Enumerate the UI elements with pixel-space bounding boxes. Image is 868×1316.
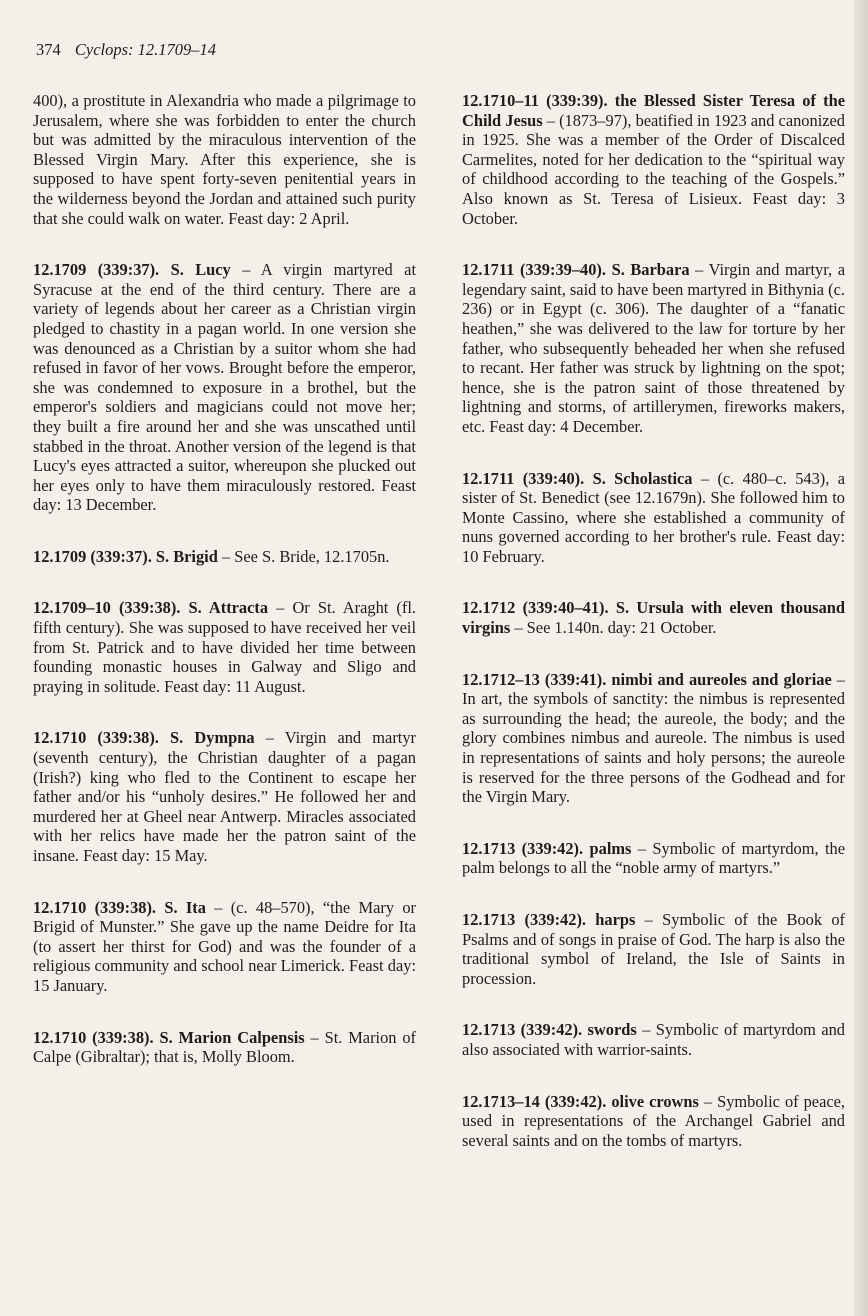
note-entry bbox=[462, 91, 845, 228]
note-entry bbox=[462, 839, 845, 878]
note-ref: 12.1709 (339:37). S. Lucy bbox=[33, 260, 231, 280]
note-ref: 12.1713 (339:42). palms bbox=[462, 838, 632, 858]
note-ref: 12.1713 (339:42). harps bbox=[462, 910, 636, 929]
note-entry bbox=[33, 898, 416, 996]
note-text: – (1873–97), beatified in 1923 and canonized in 1925. She was a member of the Order of Discalced Carmelites, noted for her dedication to the “spiritual way of childhood according to the teaching of the Gospels.” Also known as St. Teresa of Lisieux. Feast day: 3 October. bbox=[462, 110, 845, 228]
note-ref: 12.1713 (339:42). swords bbox=[462, 1020, 637, 1040]
note-ref: 12.1710 (339:38). S. Dympna bbox=[33, 728, 255, 748]
note-entry bbox=[462, 910, 845, 988]
page-number: 374 bbox=[36, 40, 61, 59]
note-entry bbox=[462, 598, 845, 637]
note-text: – Virgin and martyr, a legendary saint, said to have been martyred in Bithynia (c. 236) or in Egypt (c. 306). The daughter of a “fanatic heathen,” she was delivered to the law for torture by her father, who subsequently beheaded her when she refused to recant. Her father was struck by lightning on the spot; hence, she is the patron saint of those threatened by lightning and storms, of artillerymen, fireworks makers, etc. Feast day: 4 December. bbox=[462, 260, 845, 436]
note-text: – Virgin and martyr (seventh century), the Christian daughter of a pagan (Irish?) king who fled to the Continent to escape her father and/or his “unholy desires.” He followed her and murdered her at Gheel near Antwerp. Miracles associated with her relics have made her the patron saint of the insane. Feast day: 15 May. bbox=[33, 728, 416, 865]
note-entry bbox=[462, 469, 845, 567]
note-ref: 12.1713–14 (339:42). olive crowns bbox=[462, 1091, 699, 1111]
right-column bbox=[462, 91, 845, 1182]
note-ref: 12.1712 (339:40–41). S. Ursula with eleven thousand virgins bbox=[462, 598, 845, 638]
note-entry bbox=[33, 260, 416, 515]
note-text: – (c. 48–570), “the Mary or Brigid of Munster.” She gave up the name Deidre for Ita (to assert her thirst for God) and was the founder of a religious community and school near Limerick. Feast day: 15 January. bbox=[33, 897, 416, 995]
note-text: – St. Marion of Calpe (Gibraltar); that is, Molly Bloom. bbox=[33, 1027, 417, 1067]
note-ref: 12.1712–13 (339:41). nimbi and aureoles and gloriae bbox=[462, 669, 832, 689]
note-ref: 12.1711 (339:39–40). S. Barbara bbox=[462, 260, 690, 280]
running-title: Cyclops: 12.1709–14 bbox=[74, 40, 217, 59]
note-text: 400), a prostitute in Alexandria who made a pilgrimage to Jerusalem, where she was forbidden to enter the church but was admitted by the miraculous intervention of the Blessed Virgin Mary. After this experience, she is supposed to have spent forty-seven penitential years in the wilderness beyond the Jordan and attained such purity that she could walk on water. Feast day: 2 April. bbox=[33, 91, 416, 228]
note-ref: 12.1710 (339:38). S. Marion Calpensis bbox=[33, 1027, 305, 1047]
note-text: – A virgin martyred at Syracuse at the end of the third century. There are a variety of legends about her career as a Christian virgin pledged to chastity in a pagan world. In one version she was denounced as a Christian by a suitor whom she had refused in favor of her vows. Brought before the emperor, she was condemned to exposure in a brothel, but the emperor's soldiers and magicians could not move her; they built a fire around her and she was unscathed until stabbed in the throat. Another version of the legend is that Lucy's eyes attracted a suitor, whereupon she plucked out her eyes only to have them miraculously restored. Feast day: 13 December. bbox=[33, 260, 417, 515]
note-ref: 12.1710 (339:38). S. Ita bbox=[33, 897, 206, 917]
note-text: – See S. Bride, 12.1705n. bbox=[217, 546, 390, 566]
note-entry bbox=[462, 1020, 845, 1059]
note-ref: 12.1709 (339:37). S. Brigid bbox=[33, 546, 218, 566]
note-entry bbox=[462, 670, 845, 807]
running-header bbox=[36, 40, 216, 60]
note-ref: 12.1709–10 (339:38). S. Attracta bbox=[33, 598, 269, 618]
note-text: – Symbolic of martyrdom, the palm belongs to all the “noble army of martyrs.” bbox=[462, 838, 846, 878]
note-text: – Symbolic of the Book of Psalms and of songs in praise of God. The harp is also the traditional symbol of Ireland, the Isle of Saints in procession. bbox=[462, 910, 846, 988]
note-ref: 12.1711 (339:40). S. Scholastica bbox=[462, 468, 693, 488]
note-ref: 12.1710–11 (339:39). the Blessed Sister Teresa of the Child Jesus bbox=[462, 91, 845, 130]
note-text: – (c. 480–c. 543), a sister of St. Benedict (see 12.1679n). She followed him to Monte Cassino, where she established a community of nuns governed according to her brother's rule. Feast day: 10 February. bbox=[462, 468, 845, 566]
note-entry bbox=[33, 91, 416, 228]
note-entry bbox=[462, 1092, 845, 1151]
page-edge-shadow bbox=[854, 0, 868, 1316]
left-column bbox=[33, 91, 416, 1099]
note-entry bbox=[33, 1028, 416, 1067]
note-entry bbox=[33, 598, 416, 696]
note-text: – Symbolic of peace, used in representations of the Archangel Gabriel and several saints and on the tombs of martyrs. bbox=[462, 1091, 845, 1150]
note-entry bbox=[33, 728, 416, 865]
note-text: – Symbolic of martyrdom and also associated with warrior-saints. bbox=[462, 1020, 845, 1059]
note-text: – In art, the symbols of sanctity: the nimbus is represented as surrounding the head; the aureole, the body; and the glory combines nimbus and aureole. The nimbus is used in representations of saints and holy persons; the aureole is reserved for the three persons of the Godhead and for the Virgin Mary. bbox=[462, 669, 845, 807]
note-text: – See 1.140n. day: 21 October. bbox=[510, 618, 717, 638]
note-entry bbox=[33, 547, 416, 567]
note-text: – Or St. Araght (fl. fifth century). She was supposed to have received her veil from St. Patrick and to have divided her time between founding monastic houses in Galway and Sligo and praying in solitude. Feast day: 11 August. bbox=[33, 598, 416, 696]
note-entry bbox=[462, 260, 845, 436]
